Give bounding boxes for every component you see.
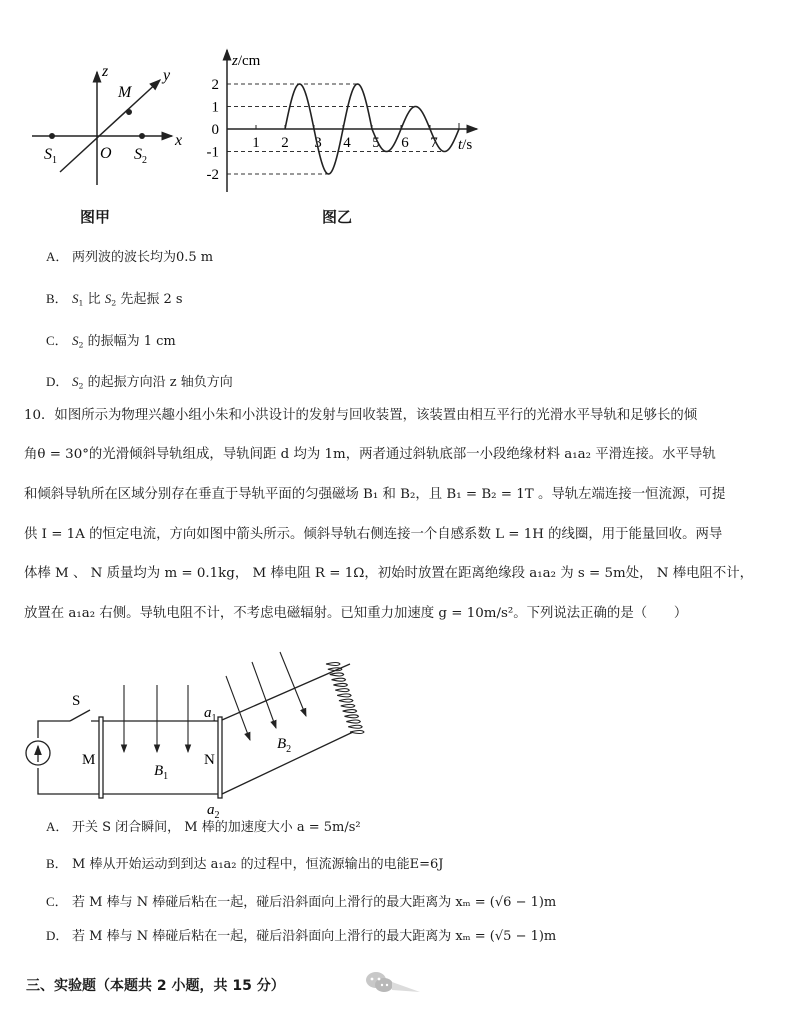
q9-option-d[interactable]: D． $S_2$ 的起振方向沿 z 轴负方向 xyxy=(46,374,233,391)
q9-option-c[interactable]: C． $S_2$ 的振幅为 1 cm xyxy=(46,333,176,350)
q10-option-a[interactable] xyxy=(46,819,361,836)
option-text: 若 M 棒与 N 棒碰后粘在一起，碰后沿斜面向上滑行的最大距离为 xₘ = (√6 − 1)m xyxy=(72,895,557,910)
x-axis-label: x xyxy=(175,132,183,149)
q10-stem-line-5: 体棒 M 、 N 质量均为 m = 0.1kg， M 棒电阻 R = 1Ω，初始时放置在距离绝缘段 a₁a₂ 为 s = 5m处， N 棒电阻不计， xyxy=(24,566,754,581)
x-tick-label: 3 xyxy=(314,135,322,151)
b2-field-arrow xyxy=(280,652,306,716)
figure-yi-vibration-chart xyxy=(200,45,490,205)
y-tick-label: -1 xyxy=(206,144,219,161)
option-label: C． xyxy=(46,333,68,348)
q10-circuit-diagram xyxy=(20,640,360,821)
y-tick-label: -2 xyxy=(206,167,219,183)
x-tick-label: 6 xyxy=(401,135,409,151)
inclined-rail-top xyxy=(222,664,350,720)
switch-label: S xyxy=(72,693,81,709)
option-label: A． xyxy=(46,819,69,834)
x-tick-label: 5 xyxy=(372,135,380,151)
m-label: M xyxy=(118,84,132,101)
q10-stem-line-1: 10．如图所示为物理兴趣小组小朱和小洪设计的发射与回收装置，该装置由相互平行的光滑水平导轨和足够长的倾 xyxy=(24,408,698,423)
b1-label: $B_1$ xyxy=(154,763,169,782)
inclined-rail-bottom xyxy=(222,732,353,794)
point-m xyxy=(126,109,132,115)
x-tick-label: 1 xyxy=(252,135,260,151)
point-s2 xyxy=(139,133,145,139)
option-text: 若 M 棒与 N 棒碰后粘在一起，碰后沿斜面向上滑行的最大距离为 xₘ = (√5 − 1)m xyxy=(72,929,557,944)
inductor-coil-icon xyxy=(326,663,364,734)
s1-label: $S_1$ xyxy=(44,146,57,166)
option-label: B． xyxy=(46,291,68,306)
origin-label: O xyxy=(100,145,112,162)
option-label: B． xyxy=(46,856,68,871)
q10-option-c[interactable] xyxy=(46,894,556,911)
option-label: D． xyxy=(46,374,69,389)
rod-n-label: N xyxy=(204,752,215,768)
wire-bottom-left xyxy=(38,768,101,794)
q10-stem-line-4: 供 I = 1A 的恒定电流，方向如图中箭头所示。倾斜导轨右侧连接一个自感系数 L = 1H 的线圈，用于能量回收。两导 xyxy=(24,527,723,542)
option-label: D． xyxy=(46,928,69,943)
q10-stem-line-2: 角θ = 30°的光滑倾斜导轨组成，导轨间距 d 均为 1m，两者通过斜轨底部一小段绝缘材料 a₁a₂ 平滑连接。水平导轨 xyxy=(24,447,716,462)
point-s1 xyxy=(49,133,55,139)
switch-s[interactable] xyxy=(70,710,90,721)
option-text: 的振幅为 1 cm xyxy=(83,334,176,349)
q9-option-a[interactable] xyxy=(46,249,213,266)
rod-m xyxy=(99,717,103,798)
a1-label: $a_1$ xyxy=(204,705,217,724)
y-tick-label: 2 xyxy=(211,77,219,93)
y-tick-label: 0 xyxy=(211,122,219,138)
wechat-icon xyxy=(362,968,422,996)
rod-m-label: M xyxy=(82,752,96,768)
option-label: A． xyxy=(46,249,69,264)
x-tick-label: 4 xyxy=(343,135,351,151)
option-text: 开关 S 闭合瞬间， M 棒的加速度大小 a = 5m/s² xyxy=(72,820,361,835)
q10-option-d[interactable] xyxy=(46,928,556,945)
a2-label: $a_2$ xyxy=(207,802,220,821)
wire-top-left xyxy=(38,721,70,738)
b2-field-arrow xyxy=(226,676,250,740)
z-axis-label: z xyxy=(102,63,109,80)
figure-yi-caption: 图乙 xyxy=(322,208,353,226)
current-source-icon xyxy=(26,741,50,765)
x-tick-label: 7 xyxy=(430,135,438,151)
q9-option-b[interactable]: B． $S_1$ 比 $S_2$ 先起振 2 s xyxy=(46,291,183,308)
option-text: 的起振方向沿 z 轴负方向 xyxy=(83,375,233,390)
b2-field-arrow xyxy=(252,662,276,728)
x-tick-label: 2 xyxy=(281,135,289,151)
y-tick-label: 1 xyxy=(211,99,219,116)
option-text: M 棒从开始运动到到达 a₁a₂ 的过程中，恒流源输出的电能E=6J xyxy=(72,857,444,872)
y-axis-label: y xyxy=(163,67,171,84)
option-label: C． xyxy=(46,894,68,909)
t-axis-title: t/s xyxy=(458,137,473,153)
q10-stem-line-3: 和倾斜导轨所在区域分别存在垂直于导轨平面的匀强磁场 B₁ 和 B₂，且 B₁ = B₂ = 1T 。导轨左端连接一恒流源，可提 xyxy=(24,487,726,502)
figure-jia-caption: 图甲 xyxy=(80,208,111,226)
option-text: 两列波的波长均为0.5 m xyxy=(72,250,214,265)
q10-option-b[interactable] xyxy=(46,856,444,873)
b2-label: $B_2$ xyxy=(277,736,292,755)
section-3-title: 三、实验题（本题共 2 小题，共 15 分） xyxy=(26,978,285,994)
z-axis-title: z/cm xyxy=(232,53,261,69)
q10-stem-line-6: 放置在 a₁a₂ 右侧。导轨电阻不计，不考虑电磁辐射。已知重力加速度 g = 10m/s²。下列说法正确的是（ ） xyxy=(24,606,688,621)
figure-jia-coordinate-diagram xyxy=(20,50,200,200)
rod-n xyxy=(218,717,222,798)
s2-label: $S_2$ xyxy=(134,146,147,166)
option-text: 先起振 2 s xyxy=(116,292,183,307)
